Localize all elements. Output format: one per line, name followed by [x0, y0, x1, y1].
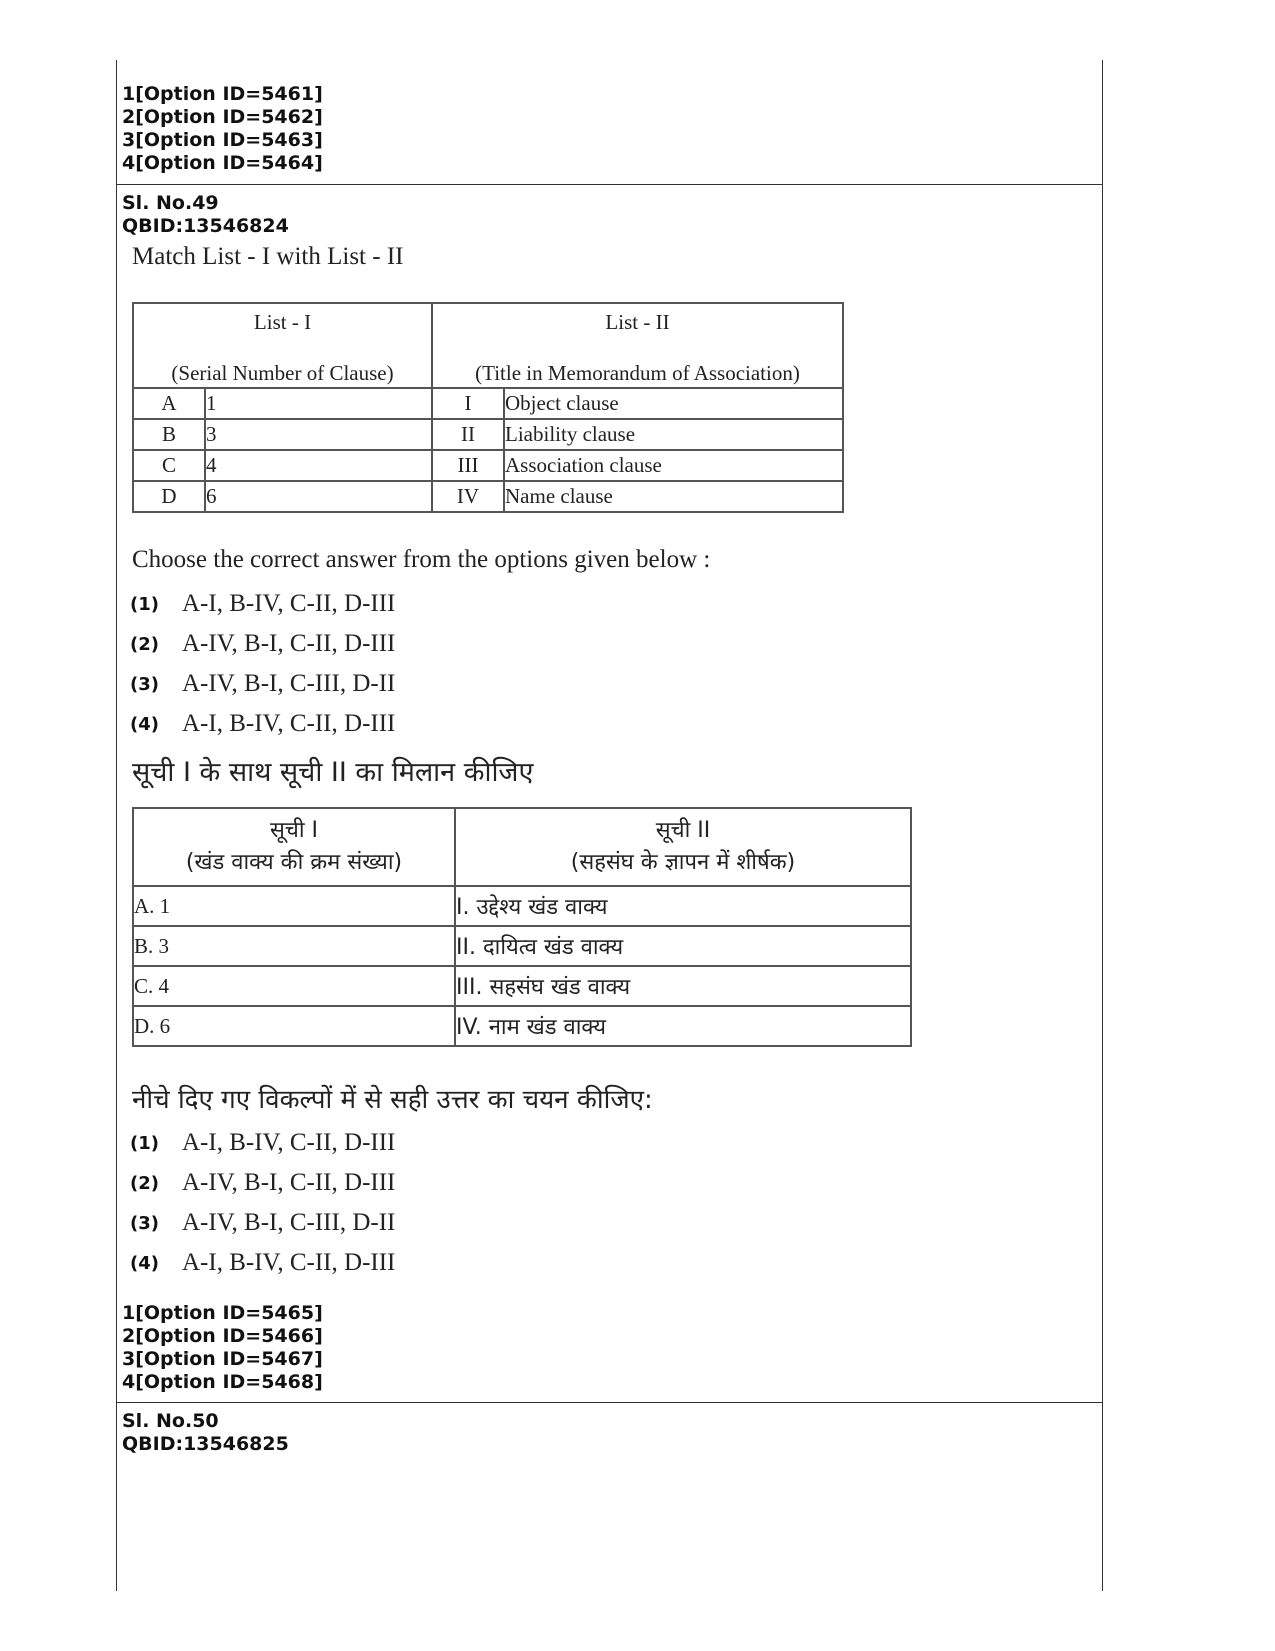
- list1-header: [133, 808, 455, 886]
- list2-header: [432, 303, 843, 388]
- answer-option: [130, 1246, 395, 1280]
- answer-option: [130, 1206, 395, 1240]
- option-text: A-IV, B-I, C-II, D-III: [182, 1169, 396, 1196]
- option-ids: [122, 1302, 323, 1394]
- option-number: (1): [130, 1132, 159, 1154]
- cell: Object clause: [504, 388, 843, 419]
- cell: A: [133, 388, 205, 419]
- option-number: (2): [130, 1172, 159, 1194]
- match-table-hi: [132, 807, 912, 1047]
- list2-title: List - II: [605, 310, 670, 334]
- option-id-line: 1[Option ID=5465]: [122, 1302, 323, 1324]
- divider: [116, 184, 1102, 185]
- question-header: [122, 1410, 289, 1456]
- answer-prompt-en: Choose the correct answer from the options given below :: [132, 546, 711, 573]
- question-stem-en: Match List - I with List - II: [132, 243, 404, 270]
- cell: II. दायित्व खंड वाक्य: [455, 926, 911, 966]
- cell: I: [432, 388, 504, 419]
- cell: 6: [205, 481, 432, 512]
- table-row: [133, 419, 843, 450]
- table-row: [133, 966, 911, 1006]
- cell: 3: [205, 419, 432, 450]
- answer-option: [130, 707, 395, 741]
- option-number: (3): [130, 673, 159, 695]
- cell: 4: [205, 450, 432, 481]
- divider: [116, 1402, 1102, 1403]
- cell: III. सहसंघ खंड वाक्य: [455, 966, 911, 1006]
- list2-subtitle: (Title in Memorandum of Association): [475, 361, 800, 385]
- option-number: (4): [130, 1252, 159, 1274]
- table-row: [133, 481, 843, 512]
- option-text: A-I, B-IV, C-II, D-III: [182, 1129, 396, 1156]
- previous-option-ids: [122, 83, 323, 175]
- answer-option: [130, 587, 395, 621]
- question-header: [122, 192, 289, 238]
- option-number: (2): [130, 633, 159, 655]
- cell: B: [133, 419, 205, 450]
- cell: Liability clause: [504, 419, 843, 450]
- match-table-en: [132, 302, 844, 513]
- list1-subtitle: (खंड वाक्य की क्रम संख्या): [185, 850, 403, 875]
- table-row: [133, 886, 911, 926]
- option-id-line: 4[Option ID=5464]: [122, 152, 323, 174]
- option-number: (1): [130, 593, 159, 615]
- cell: A. 1: [133, 886, 455, 926]
- table-row: [133, 1006, 911, 1046]
- cell: 1: [205, 388, 432, 419]
- answer-option: [130, 667, 395, 701]
- list2-header: [455, 808, 911, 886]
- list2-subtitle: (सहसंघ के ज्ञापन में शीर्षक): [570, 850, 796, 875]
- cell: D. 6: [133, 1006, 455, 1046]
- option-number: (3): [130, 1212, 159, 1234]
- cell: D: [133, 481, 205, 512]
- serial-number: Sl. No.49: [122, 192, 219, 214]
- qbid: QBID:13546825: [122, 1433, 289, 1455]
- table-row: [133, 450, 843, 481]
- answer-option: [130, 1166, 395, 1200]
- option-text: A-IV, B-I, C-III, D-II: [182, 670, 396, 697]
- cell: III: [432, 450, 504, 481]
- option-text: A-I, B-IV, C-II, D-III: [182, 710, 396, 737]
- cell: I. उद्देश्य खंड वाक्य: [455, 886, 911, 926]
- answer-prompt-hi: नीचे दिए गए विकल्पों में से सही उत्तर का चयन कीजिए:: [132, 1085, 653, 1115]
- table-row: [133, 388, 843, 419]
- option-text: A-I, B-IV, C-II, D-III: [182, 1249, 396, 1276]
- table-row: [133, 926, 911, 966]
- list1-title: List - I: [253, 310, 312, 334]
- qbid: QBID:13546824: [122, 215, 289, 237]
- cell: IV. नाम खंड वाक्य: [455, 1006, 911, 1046]
- list1-header: [133, 303, 432, 388]
- list1-title: सूची I: [269, 818, 319, 843]
- cell: C: [133, 450, 205, 481]
- cell: Association clause: [504, 450, 843, 481]
- option-text: A-IV, B-I, C-II, D-III: [182, 630, 396, 657]
- list1-subtitle: (Serial Number of Clause): [171, 361, 394, 385]
- answer-option: [130, 627, 395, 661]
- option-id-line: 1[Option ID=5461]: [122, 83, 323, 105]
- cell: IV: [432, 481, 504, 512]
- cell: Name clause: [504, 481, 843, 512]
- list2-title: सूची II: [655, 818, 711, 843]
- cell: B. 3: [133, 926, 455, 966]
- answer-option: [130, 1126, 395, 1160]
- option-id-line: 2[Option ID=5462]: [122, 106, 323, 128]
- cell: C. 4: [133, 966, 455, 1006]
- option-id-line: 2[Option ID=5466]: [122, 1325, 323, 1347]
- question-stem-hi: सूची I के साथ सूची II का मिलान कीजिए: [132, 757, 534, 788]
- option-id-line: 3[Option ID=5463]: [122, 129, 323, 151]
- option-id-line: 3[Option ID=5467]: [122, 1348, 323, 1370]
- option-text: A-I, B-IV, C-II, D-III: [182, 590, 396, 617]
- serial-number: Sl. No.50: [122, 1410, 219, 1432]
- option-id-line: 4[Option ID=5468]: [122, 1371, 323, 1393]
- option-text: A-IV, B-I, C-III, D-II: [182, 1209, 396, 1236]
- option-number: (4): [130, 713, 159, 735]
- cell: II: [432, 419, 504, 450]
